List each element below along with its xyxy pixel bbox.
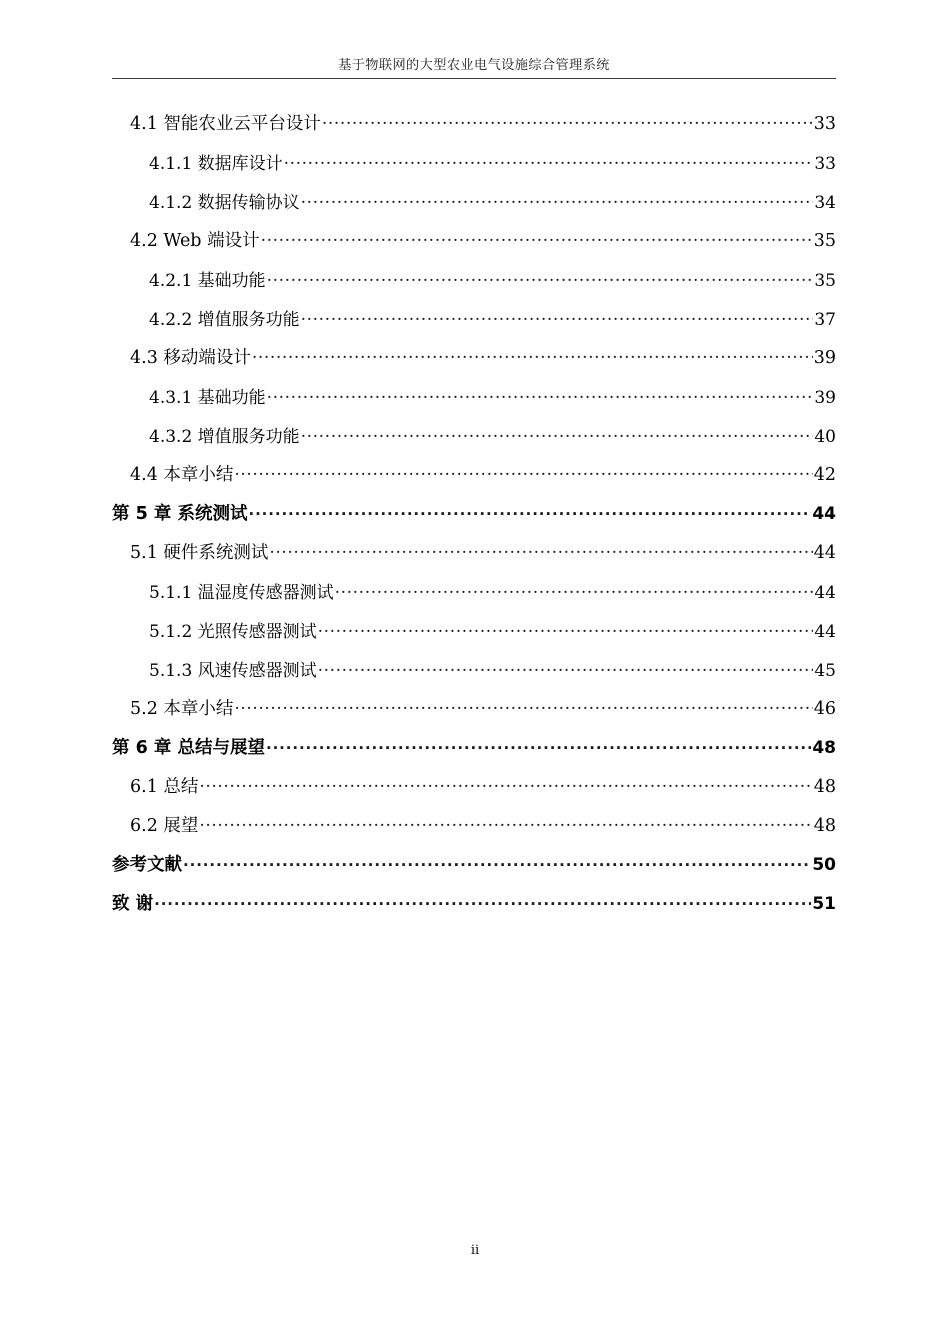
toc-dot-leader bbox=[234, 463, 812, 481]
toc-entry-title: 4.1.1 数据库设计 bbox=[149, 154, 283, 174]
toc-entry-title: 致 谢 bbox=[112, 894, 154, 914]
toc-entry-page-number: 48 bbox=[813, 777, 836, 797]
toc-entry-title: 4.3.1 基础功能 bbox=[149, 388, 266, 408]
toc-entry-page-number: 51 bbox=[812, 894, 836, 914]
table-of-contents bbox=[0, 110, 950, 929]
toc-entry-page-number: 45 bbox=[814, 661, 836, 681]
toc-entry-page-number: 50 bbox=[812, 855, 836, 875]
toc-entry[interactable] bbox=[0, 266, 950, 305]
toc-dot-leader bbox=[266, 736, 811, 754]
running-header bbox=[112, 57, 836, 79]
toc-dot-leader bbox=[154, 892, 811, 910]
toc-entry[interactable] bbox=[0, 851, 950, 890]
toc-entry-title: 5.1.1 温湿度传感器测试 bbox=[149, 583, 334, 603]
toc-entry[interactable] bbox=[0, 812, 950, 851]
toc-entry[interactable] bbox=[0, 773, 950, 812]
toc-entry-title: 6.2 展望 bbox=[130, 816, 199, 836]
toc-entry-title: 5.1.3 风速传感器测试 bbox=[149, 661, 317, 681]
toc-entry[interactable] bbox=[0, 890, 950, 929]
toc-entry-title: 参考文献 bbox=[112, 855, 182, 875]
toc-dot-leader bbox=[301, 191, 813, 208]
toc-dot-leader bbox=[322, 112, 813, 130]
toc-dot-leader bbox=[199, 814, 812, 832]
toc-dot-leader bbox=[248, 502, 811, 520]
toc-entry[interactable] bbox=[0, 656, 950, 695]
toc-entry-title: 4.4 本章小结 bbox=[130, 465, 234, 485]
toc-dot-leader bbox=[199, 775, 812, 793]
toc-entry[interactable] bbox=[0, 578, 950, 617]
toc-entry-title: 4.2.1 基础功能 bbox=[149, 271, 266, 291]
toc-dot-leader bbox=[318, 620, 813, 637]
toc-entry[interactable] bbox=[0, 110, 950, 149]
toc-dot-leader bbox=[234, 697, 812, 715]
toc-entry-page-number: 39 bbox=[813, 348, 836, 368]
toc-entry-page-number: 33 bbox=[813, 114, 836, 134]
header-title: 基于物联网的大型农业电气设施综合管理系统 bbox=[338, 58, 610, 73]
toc-entry-page-number: 44 bbox=[812, 504, 836, 524]
toc-dot-leader bbox=[301, 308, 813, 325]
toc-entry-title: 第 6 章 总结与展望 bbox=[112, 738, 265, 758]
toc-entry[interactable] bbox=[0, 539, 950, 578]
toc-entry[interactable] bbox=[0, 227, 950, 266]
toc-entry-title: 4.3.2 增值服务功能 bbox=[149, 427, 300, 447]
toc-entry[interactable] bbox=[0, 188, 950, 227]
toc-entry-page-number: 35 bbox=[814, 271, 836, 291]
toc-dot-leader bbox=[261, 229, 813, 247]
toc-entry-page-number: 33 bbox=[814, 154, 836, 174]
toc-dot-leader bbox=[267, 269, 813, 286]
toc-entry-title: 6.1 总结 bbox=[130, 777, 199, 797]
toc-dot-leader bbox=[252, 346, 813, 364]
toc-entry-page-number: 48 bbox=[813, 816, 836, 836]
header-rule bbox=[112, 78, 836, 79]
toc-entry-title: 5.1 硬件系统测试 bbox=[130, 543, 269, 563]
toc-entry[interactable] bbox=[0, 617, 950, 656]
toc-dot-leader bbox=[269, 541, 812, 559]
toc-entry-page-number: 46 bbox=[813, 699, 836, 719]
toc-entry-page-number: 42 bbox=[813, 465, 836, 485]
toc-entry-page-number: 44 bbox=[813, 543, 836, 563]
toc-entry-title: 5.1.2 光照传感器测试 bbox=[149, 622, 317, 642]
toc-dot-leader bbox=[183, 853, 811, 871]
toc-entry-page-number: 35 bbox=[813, 231, 836, 251]
toc-entry-title: 第 5 章 系统测试 bbox=[112, 504, 248, 524]
toc-entry-page-number: 39 bbox=[814, 388, 836, 408]
toc-dot-leader bbox=[267, 386, 813, 403]
toc-entry[interactable] bbox=[0, 734, 950, 773]
toc-entry-page-number: 48 bbox=[812, 738, 836, 758]
toc-entry[interactable] bbox=[0, 149, 950, 188]
toc-entry[interactable] bbox=[0, 422, 950, 461]
toc-entry-page-number: 34 bbox=[814, 193, 836, 213]
toc-entry-page-number: 37 bbox=[814, 310, 836, 330]
toc-entry[interactable] bbox=[0, 344, 950, 383]
toc-entry-title: 4.3 移动端设计 bbox=[130, 348, 251, 368]
toc-entry[interactable] bbox=[0, 695, 950, 734]
toc-entry-title: 4.2.2 增值服务功能 bbox=[149, 310, 300, 330]
toc-entry-page-number: 44 bbox=[814, 622, 836, 642]
toc-entry-title: 4.1 智能农业云平台设计 bbox=[130, 114, 321, 134]
toc-entry[interactable] bbox=[0, 305, 950, 344]
toc-entry-page-number: 40 bbox=[814, 427, 836, 447]
toc-entry-title: 4.2 Web 端设计 bbox=[130, 231, 260, 251]
toc-entry[interactable] bbox=[0, 500, 950, 539]
toc-dot-leader bbox=[335, 581, 813, 598]
toc-entry[interactable] bbox=[0, 461, 950, 500]
toc-entry-title: 5.2 本章小结 bbox=[130, 699, 234, 719]
page-number-footer: ii bbox=[470, 1243, 480, 1258]
toc-entry-title: 4.1.2 数据传输协议 bbox=[149, 193, 300, 213]
toc-entry-page-number: 44 bbox=[814, 583, 836, 603]
toc-dot-leader bbox=[284, 152, 813, 169]
toc-dot-leader bbox=[301, 425, 813, 442]
toc-dot-leader bbox=[318, 659, 813, 676]
toc-entry[interactable] bbox=[0, 383, 950, 422]
